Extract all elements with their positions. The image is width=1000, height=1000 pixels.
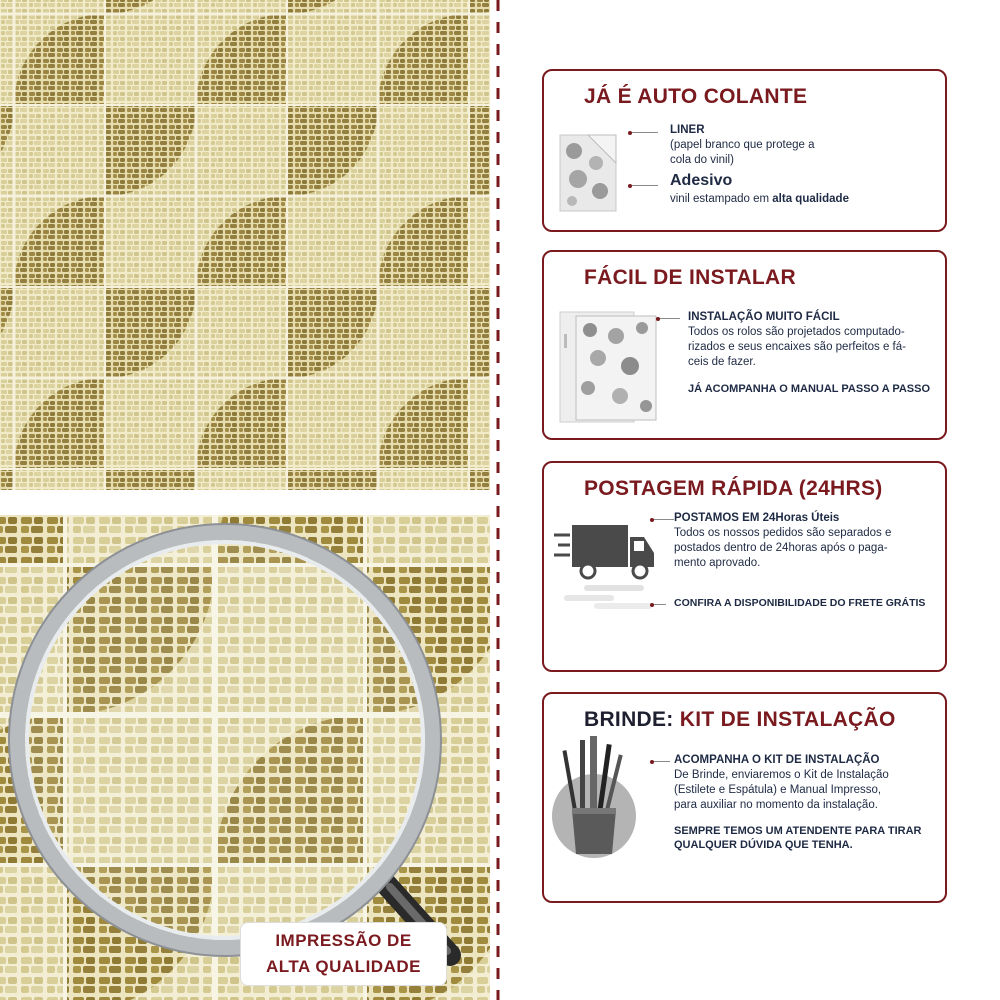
card-title-prefix: BRINDE:: [584, 708, 674, 731]
vinyl-sheet-icon: [558, 133, 620, 213]
card-fast-shipping: [542, 461, 947, 672]
leader-line: [658, 318, 680, 319]
shipping-heading: POSTAMOS EM 24Horas Úteis: [674, 512, 840, 524]
shipping-note: CONFIRA A DISPONIBILIDADE DO FRETE GRÁTIS: [674, 597, 926, 609]
leader-line: [630, 132, 658, 133]
leader-line: [630, 185, 658, 186]
badge-line-1: IMPRESSÃO DE: [275, 931, 412, 950]
shipping-desc-2: postados dentro de 24horas após o paga-: [674, 542, 888, 554]
adesivo-desc-text: vinil estampado em: [670, 193, 773, 205]
card-self-adhesive: [542, 69, 947, 232]
leader-line: [652, 604, 666, 605]
liner-desc-2: cola do vinil): [670, 154, 734, 166]
kit-desc-1: De Brinde, enviaremos o Kit de Instalação: [674, 769, 889, 781]
card-title-main: KIT DE INSTALAÇÃO: [679, 708, 896, 731]
card-install-kit: [542, 692, 947, 903]
install-note: JÁ ACOMPANHA O MANUAL PASSO A PASSO: [688, 383, 931, 395]
liner-title: LINER: [670, 124, 705, 136]
install-desc-1: Todos os rolos são projetados computado-: [688, 326, 905, 338]
delivery-truck-icon: [554, 521, 659, 613]
wrapped-fridge-icon: [558, 310, 668, 425]
adesivo-title: Adesivo: [670, 172, 733, 189]
leader-line: [652, 519, 674, 520]
install-heading: INSTALAÇÃO MUITO FÁCIL: [688, 311, 840, 323]
kit-note-1: SEMPRE TEMOS UM ATENDENTE PARA TIRAR: [674, 825, 922, 837]
card-title: FÁCIL DE INSTALAR: [584, 266, 796, 289]
card-title: JÁ É AUTO COLANTE: [584, 85, 808, 108]
liner-desc-1: (papel branco que protege a: [670, 139, 815, 151]
badge-line-2: ALTA QUALIDADE: [266, 957, 421, 976]
leader-line: [652, 761, 670, 762]
adesivo-desc: [670, 192, 849, 207]
kit-desc-3: para auxiliar no momento da instalação.: [674, 799, 878, 811]
dashed-divider: [496, 0, 500, 1000]
adesivo-desc-bold: alta qualidade: [772, 193, 849, 205]
card-title: POSTAGEM RÁPIDA (24HRS): [584, 477, 883, 500]
card-title: [584, 708, 896, 732]
install-desc-3: ceis de fazer.: [688, 356, 756, 368]
kit-desc-2: (Estilete e Espátula) e Manual Impresso,: [674, 784, 882, 796]
install-desc-2: rizados e seus encaixes são perfeitos e fá-: [688, 341, 906, 353]
shipping-desc-1: Todos os nossos pedidos são separados e: [674, 527, 892, 539]
product-preview: [0, 0, 490, 1000]
kit-note-2: QUALQUER DÚVIDA QUE TENHA.: [674, 839, 853, 851]
mosaic-pattern-preview: [0, 0, 490, 490]
kit-heading: ACOMPANHA O KIT DE INSTALAÇÃO: [674, 754, 880, 766]
card-easy-install: [542, 250, 947, 440]
shipping-desc-3: mento aprovado.: [674, 557, 761, 569]
mosaic-tile-pattern: [0, 0, 490, 490]
quality-badge: [240, 922, 447, 986]
tool-kit-icon: [548, 730, 640, 860]
